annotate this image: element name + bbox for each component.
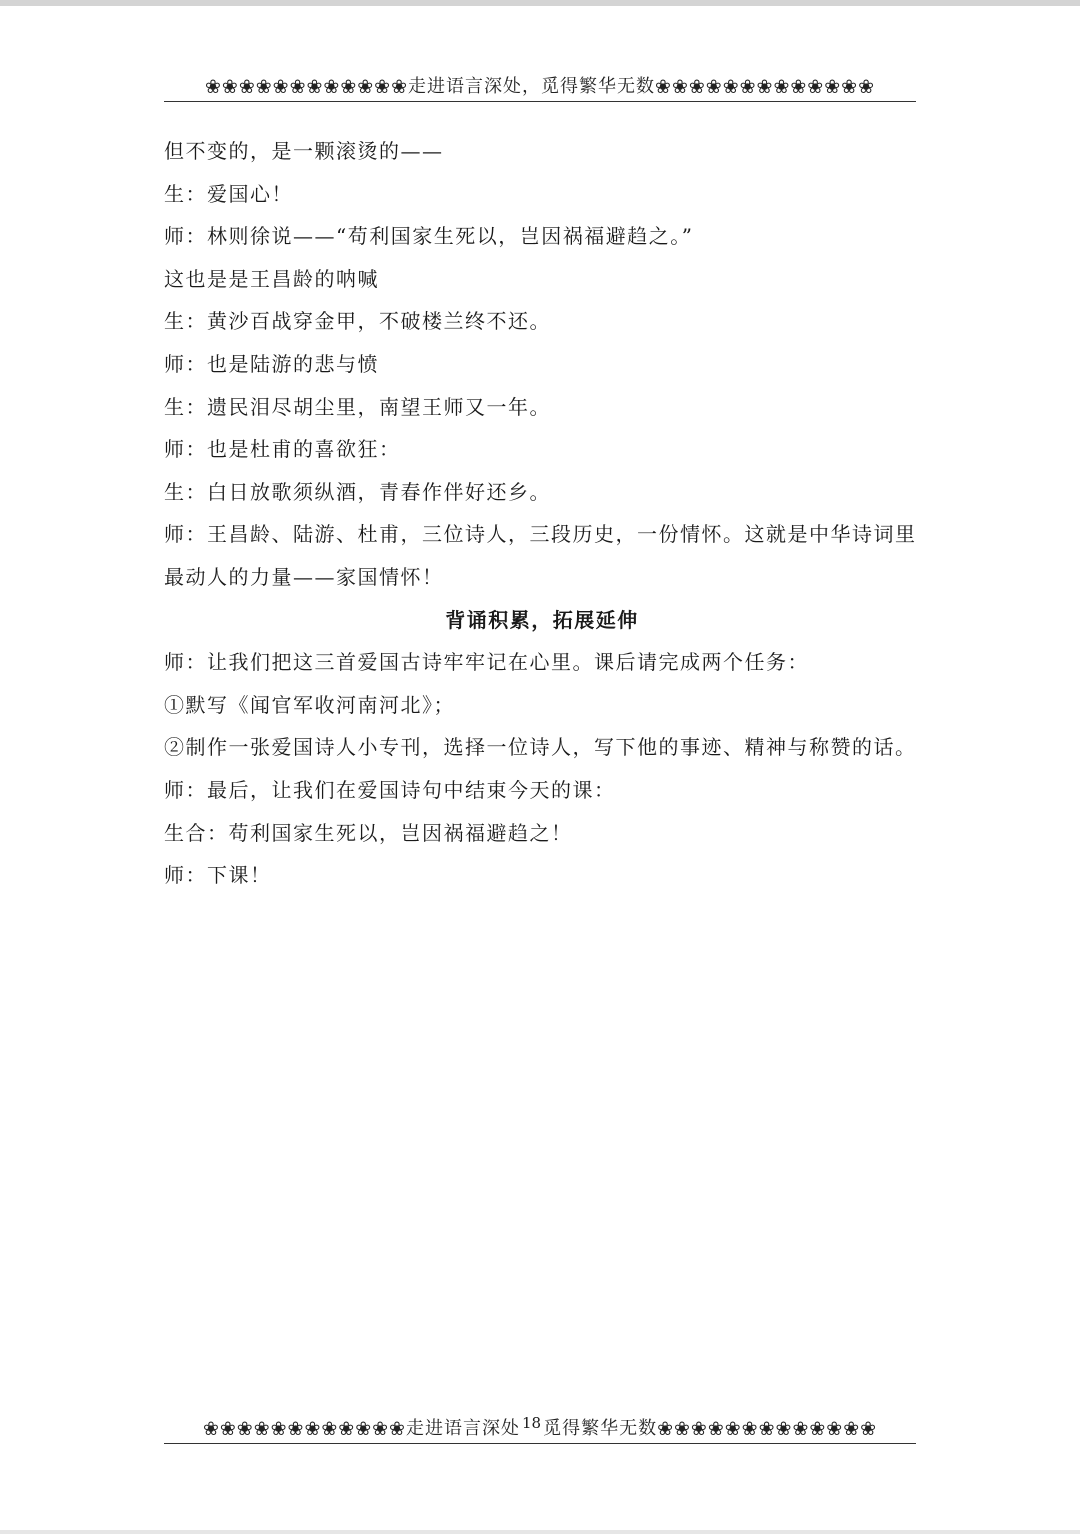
task-item: ②制作一张爱国诗人小专刊，选择一位诗人，写下他的事迹、精神与称赞的话。 <box>164 735 917 760</box>
body-line: 师：最后，让我们在爱国诗句中结束今天的课： <box>164 777 616 802</box>
body-line: 师：林则徐说——“苟利国家生死以，岂因祸福避趋之。” <box>164 224 694 249</box>
body-line: 生：爱国心！ <box>164 181 293 206</box>
header-flower-border-right: ❀❀❀❀❀❀❀❀❀❀❀❀❀ <box>655 76 875 98</box>
body-line: 师：让我们把这三首爱国古诗牢牢记在心里。课后请完成两个任务： <box>164 650 809 675</box>
header-flower-border-left: ❀❀❀❀❀❀❀❀❀❀❀❀ <box>204 76 409 98</box>
scan-bottom-edge <box>0 1530 1080 1534</box>
task-item: ①默写《闻官军收河南河北》； <box>164 692 455 717</box>
page-footer <box>164 1414 916 1444</box>
page-header <box>164 72 916 102</box>
body-line: 生：黄沙百战穿金甲，不破楼兰终不还。 <box>164 309 551 334</box>
body-line: 师：也是杜甫的喜欲狂： <box>164 437 401 462</box>
body-line: 生：遗民泪尽胡尘里，南望王师又一年。 <box>164 394 551 419</box>
body-line: 师：下课！ <box>164 863 272 888</box>
footer-motto-left: 走进语言深处 <box>405 1418 520 1439</box>
section-heading: 背诵积累，拓展延伸 <box>445 607 639 632</box>
body-line: 但不变的，是一颗滚烫的—— <box>164 139 444 163</box>
footer-flower-border-left: ❀❀❀❀❀❀❀❀❀❀❀❀ <box>202 1418 406 1440</box>
header-motto: 走进语言深处，觅得繁华无数 <box>408 76 656 97</box>
page-number: 18 <box>521 1414 542 1432</box>
body-line: 师：也是陆游的悲与愤 <box>164 351 379 376</box>
page-body <box>164 130 920 897</box>
body-line: 生：白日放歌须纵酒，青春作伴好还乡。 <box>164 479 551 504</box>
footer-motto-right: 觅得繁华无数 <box>543 1418 658 1439</box>
scan-top-edge <box>0 0 1080 6</box>
summary-paragraph: 师：王昌龄、陆游、杜甫，三位诗人，三段历史，一份情怀。这就是中华诗词里最动人的力量——家国情怀！ <box>164 522 917 589</box>
body-line: 这也是是王昌龄的呐喊 <box>164 266 379 291</box>
body-line: 生合：苟利国家生死以，岂因祸福避趋之！ <box>164 820 573 845</box>
footer-flower-border-right: ❀❀❀❀❀❀❀❀❀❀❀❀❀ <box>657 1418 878 1440</box>
